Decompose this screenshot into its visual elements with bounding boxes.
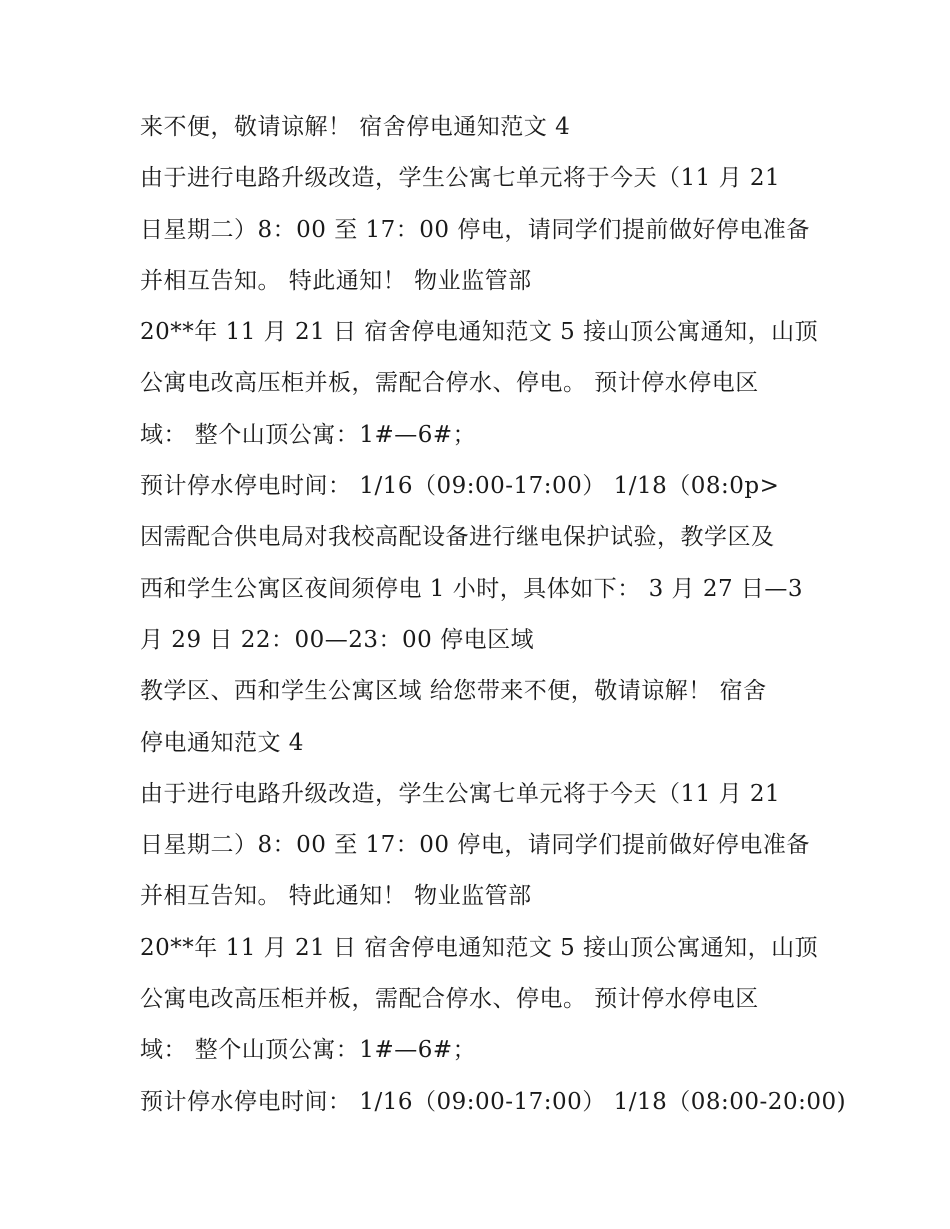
text-line: 域： 整个山顶公寓：1#—6#； [140,421,477,448]
text-line: 20**年 11 月 21 日 宿舍停电通知范文 5 接山顶公寓通知，山顶 [140,319,819,346]
text-line: 预计停水停电时间： 1/16（09:00-17:00） 1/18（08:0p> [140,473,780,500]
text-line: 日星期二）8：00 至 17：00 停电，请同学们提前做好停电准备 [140,832,810,859]
text-line: 由于进行电路升级改造，学生公寓七单元将于今天（11 月 21 [140,165,781,192]
text-line: 20**年 11 月 21 日 宿舍停电通知范文 5 接山顶公寓通知，山顶 [140,934,819,961]
text-line: 域： 整个山顶公寓：1#—6#； [140,1037,477,1064]
text-line: 月 29 日 22：00—23：00 停电区域 [140,626,535,653]
text-line: 预计停水停电时间： 1/16（09:00-17:00） 1/18（08:00-20:00) [140,1088,847,1115]
text-line: 西和学生公寓区夜间须停电 1 小时，具体如下： 3 月 27 日—3 [140,575,804,602]
text-line: 停电通知范文 4 [140,729,304,756]
text-line: 由于进行电路升级改造，学生公寓七单元将于今天（11 月 21 [140,780,781,807]
document-body [140,102,847,1128]
text-line: 并相互告知。 特此通知！ 物业监管部 [140,883,532,910]
text-line: 公寓电改高压柜并板，需配合停水、停电。 预计停水停电区 [140,986,759,1013]
text-line: 日星期二）8：00 至 17：00 停电，请同学们提前做好停电准备 [140,216,810,243]
text-line: 因需配合供电局对我校高配设备进行继电保护试验，教学区及 [140,524,775,551]
text-line: 并相互告知。 特此通知！ 物业监管部 [140,267,532,294]
text-line: 教学区、西和学生公寓区域 给您带来不便，敬请谅解！ 宿舍 [140,678,767,705]
text-line: 来不便，敬请谅解！ 宿舍停电通知范文 4 [140,114,571,140]
text-line: 公寓电改高压柜并板，需配合停水、停电。 预计停水停电区 [140,370,759,397]
